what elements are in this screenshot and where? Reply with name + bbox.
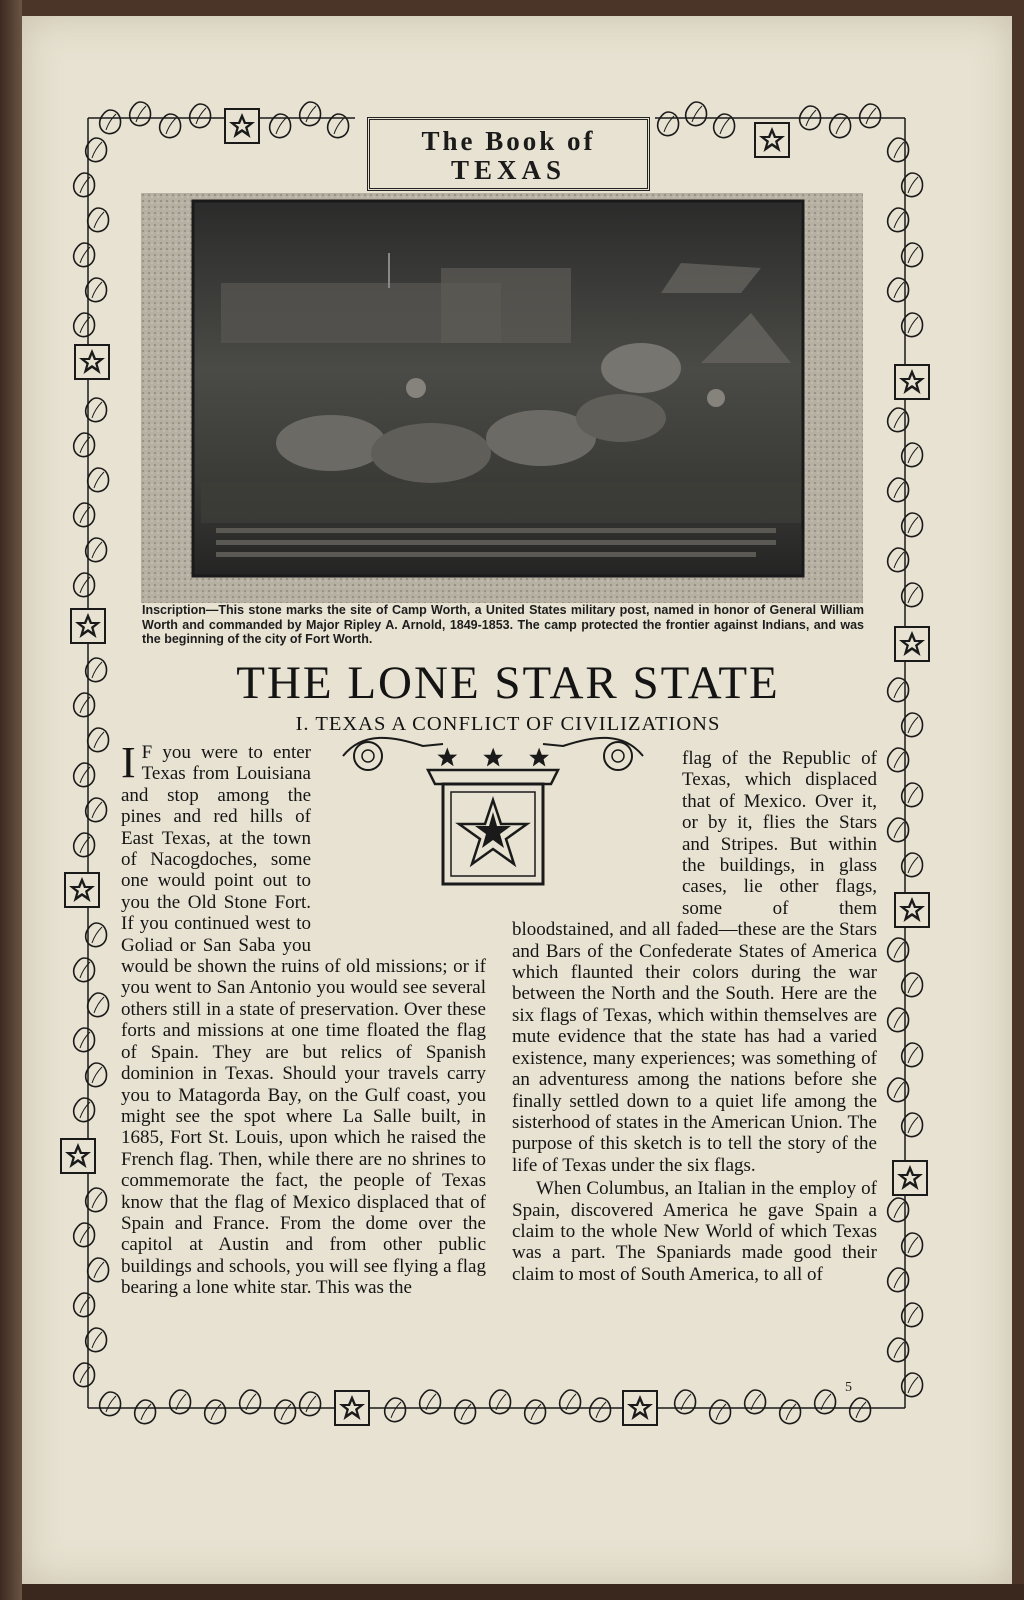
emblem-space-right	[512, 748, 682, 900]
book-title-box	[367, 117, 650, 191]
page-number: 5	[845, 1380, 852, 1395]
drop-cap: I	[121, 738, 136, 787]
article-right-column	[512, 748, 877, 1285]
article-title: THE LONE STAR STATE	[236, 657, 780, 709]
article-subtitle: I. TEXAS A CONFLICT OF CIVILIZATIONS	[295, 713, 721, 735]
article-left-column	[121, 738, 486, 1299]
right-column-paragraph-1: flag of the Republic of Texas, which displaced that of Mexico. Over it, or by it, flies the Stars and Stripes. But within the buildings, in glass cases, lie other flags, some of them bloodstained, and all faded—these are the Stars and Bars of the Confederate States of America which flaunted their colors during the war between the North and the South. Here are the six flags of Texas, which within themselves are mute evidence that the state has had a varied existence, many experiences; was something of an adventuress among the nations before she finally settled down to a quiet life among the sisterhood of states in the American Union. The purpose of this sketch is to tell the story of the life of Texas under the six flags.	[512, 748, 877, 1176]
emblem-space-left	[311, 742, 486, 952]
left-column-text: F you were to enter Texas from Louisiana and stop among the pines and red hills of East Texas, at the town of Nacogdoches, some one would point out to you the Old Stone Fort. If you continued west to Goliad or San Saba you would be shown the ruins of old missions; or if you went to San Antonio you would see several others still in a state of preservation. Over these forts and missions at one time floated the flag of Spain. They are but relics of Spanish dominion in Texas. Should your travels carry you to Matagorda Bay, on the Gulf coast, you might see the spot where La Salle built, in 1685, Fort St. Louis, upon which he raised the French flag. Then, while there are no shrines to commemorate the fact, the people of Texas know that the flag of Mexico displaced that of Spain and France. From the dome over the capitol at Austin and from other public buildings and schools, you will see flying a flag bearing a lone white star. This was the	[121, 742, 486, 1299]
relief-plaque-image	[141, 193, 863, 603]
photo-caption: Inscription—This stone marks the site of Camp Worth, a United States military post, named in honor of General William Worth and commanded by Major Ripley A. Arnold, 1849-1853. The camp protected the frontier against Indians, and was the beginning of the city of Fort Worth.	[142, 603, 864, 646]
plaque-photo	[141, 193, 863, 603]
right-column-paragraph-2: When Columbus, an Italian in the employ of Spain, discovered America he gave Spain a claim to the whole New World of which Texas was a part. The Spaniards made good their claim to most of South America, to all of	[512, 1178, 877, 1285]
book-title-line1: The Book of	[421, 126, 596, 156]
book-title-line2: TEXAS	[450, 155, 567, 185]
